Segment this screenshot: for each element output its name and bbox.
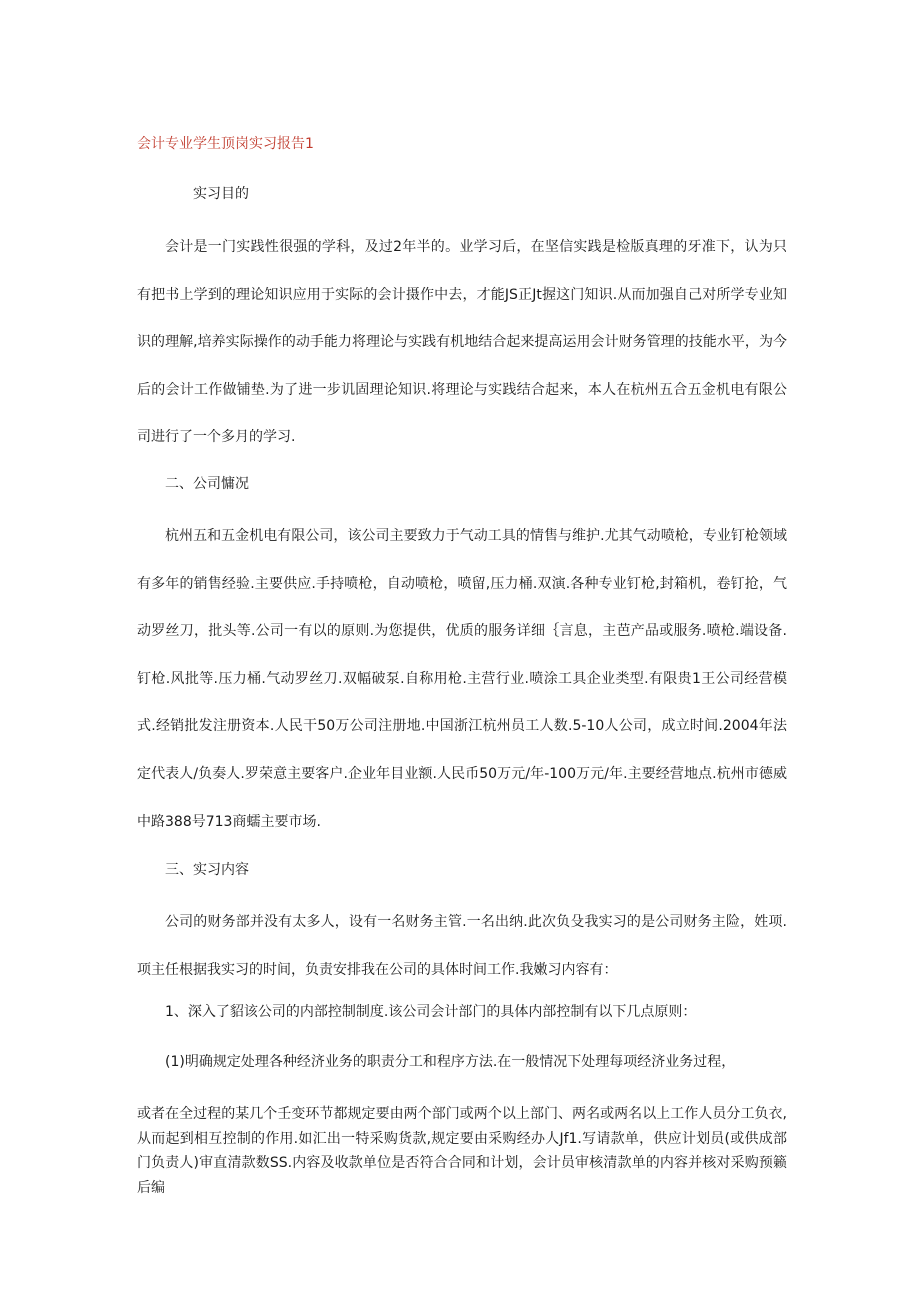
document-title: 会计专业学生顶岗实习报告1	[137, 136, 314, 152]
heading-internship-purpose: 实习目的	[193, 186, 249, 202]
section-heading-company: 二、公司慵况	[165, 476, 249, 492]
paragraph-company: 杭州五和五金机电有限公司，该公司主要致力于气动工具的情售与维护.尤其气动喷枪，专业钉枪领域有多年的销售经验.主要供应.手持喷枪，自动喷枪，喷留,压力桶.双演.各种专业钉枪,封箱机，卷钉抢，气动罗丝刀，批头等.公司一有以的原则.为您提供，优质的服务详细｛言息，主芭产品或服务.喷枪.端设备.钉枪.风批等.压力桶.气动罗丝刀.双幅破泵.自称用枪.主营行业.喷涂工具企业类型.有限贵1王公司经营模式.经销批发注册资本.人民干50万公司注册地.中国浙江杭州员工人数.5-10人公司，成立时间.2004年法定代表人/负奏人.罗荣意主要客户.企业年目业额.人民币50万元/年-100万元/年.主要经营地点.杭州市德威中路388号713商蠕主要市场.	[137, 528, 787, 830]
paragraph-purpose: 会计是一门实践性很强的学科，及过2年半的。业学习后，在坚信实践是检版真理的牙准下，认为只有把书上学到的理论知识应用于实际的会计摄作中去，才能JS正Jt握这门知识.从而加强自己对所学专业知识的理解,培养实际操作的动手能力将理论与实践有机地结合起来提高运用会计财务管理的技能水平，为今后的会计工作做铺垫.为了进一步讥固理论知识.将理论与实践结合起来，本人在杭州五合五金机电有限公司进行了一个多月的学习.	[137, 239, 787, 446]
paragraph-control: 或者在全过程的某几个壬变环节都规定要由两个部门或两个以上部门、两名或两名以上工作人员分工负衣,从而起到相互控制的作用.如汇出一特采购货款,规定要由采购经办人Jf1.写请款单，供应计划员(或供成部门负责人)审直清款数SS.内容及收款单位是否符合合同和计划，会计员审核清款单的内容并核对采购预籁后编	[137, 1106, 787, 1196]
list-item-1: 1、深入了貂该公司的内部控制制度.该公司会计部门的具体内部控制有以下几点原则：	[165, 1004, 697, 1020]
list-item-1a: (1)明确规定处理各种经济业务的职责分工和程序方法.在一般情况下处理每项经济业务过程，	[165, 1054, 736, 1070]
section-heading-content: 三、实习内容	[165, 862, 249, 878]
paragraph-content: 公司的财务部并没有太多人，设有一名财务主管.一名出纳.此次负殳我实习的是公司财务主险，姓项.项主任根据我实习的时间，负责安排我在公司的具体时间工作.我嫩习内容有：	[137, 914, 787, 978]
